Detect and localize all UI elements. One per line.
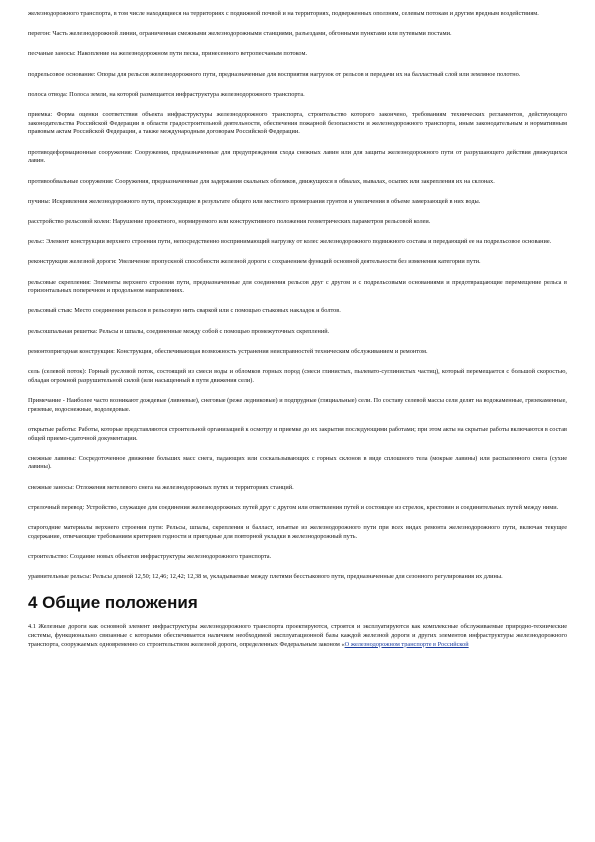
definition-text: Опоры для рельсов железнодорожного пути, предназначенные для восприятия нагрузок от рельсов и передачи их на балластный слой или земляное полотно. <box>95 70 521 78</box>
definition-term: реконструкция железной дороги: <box>28 258 117 266</box>
definition-term: песчаные заносы: <box>28 50 76 58</box>
definition-paragraph <box>28 553 567 562</box>
final-paragraph <box>28 623 567 649</box>
definition-text: Рельсы и шпалы, соединенные между собой с помощью промежуточных скреплений. <box>97 327 330 335</box>
definition-term: стрелочный перевод: <box>28 503 85 511</box>
final-paragraph-text: 4.1 Железные дороги как основной элемент инфраструктуры железнодорожного транспорта проектируются, строятся и эксплуатируются как комплексные обслуживаемые природно-технические системы, функционально связанные с которыми обеспечивается наличием необходимой эксплуатационной базы каждой железной дороги и других элементов инфраструктуры железнодорожного транспорта, сооружаемых одновременно со строительством железной дороги, определенных Федеральным законом « <box>28 623 567 648</box>
definition-paragraph <box>28 71 567 80</box>
definition-paragraph <box>28 178 567 187</box>
definition-text: Место соединения рельсов в рельсовую нить сваркой или с помощью стыковых накладок и болтов. <box>72 307 341 315</box>
definition-paragraph <box>28 573 567 582</box>
definition-paragraph <box>28 50 567 59</box>
definition-paragraph <box>28 149 567 166</box>
definition-text: Часть железнодорожной линии, ограниченная смежными железнодорожными станциями, разъездами, обгонными пунктами или путевыми постами. <box>50 30 452 38</box>
definition-term: сель (селевой поток): <box>28 368 87 376</box>
definition-term: приемка: <box>28 111 53 119</box>
definition-term: рельсошпальная решетка: <box>28 327 98 335</box>
definition-paragraph <box>28 484 567 493</box>
definition-paragraph <box>28 218 567 227</box>
definition-term: рельсовый стык: <box>28 307 73 315</box>
definition-term: противодеформационные сооружения: <box>28 148 133 156</box>
definition-term: старогодние материалы верхнего строения пути: <box>28 524 164 532</box>
definition-text: Устройство, служащее для соединения железнодорожных путей друг с другом или ответвления путей и состоящее из стрелок, крестовин и соединительных путей между ними. <box>84 503 559 511</box>
definition-paragraph <box>28 30 567 39</box>
definition-paragraph <box>28 111 567 137</box>
definition-text: Сооружения, предназначенные для задержания скальных обломков, движущихся в обвалах, вывалах, осыпях или закрепления их на склонах. <box>113 177 495 185</box>
definition-term: снежные лавины: <box>28 454 76 462</box>
definition-term: снежные заносы: <box>28 483 75 491</box>
definition-paragraph <box>28 258 567 267</box>
definition-term: подрельсовое основание: <box>28 70 96 78</box>
definition-paragraph <box>28 91 567 100</box>
definition-term: полоса отвода: <box>28 90 68 98</box>
definition-text: Элементы верхнего строения пути, предназначенные для соединения рельсов друг с другом и с подрельсовыми основаниями и предотвращающие перемещение рельса в горизонтальных поперечном и продольном направлениях. <box>28 278 567 295</box>
federal-law-link[interactable]: О железнодорожном транспорте в Российской <box>344 640 469 648</box>
definition-paragraph <box>28 279 567 296</box>
definitions-list <box>28 10 567 582</box>
definition-term: пучины: <box>28 197 51 205</box>
definition-paragraph <box>28 397 567 414</box>
definition-text: Элемент конструкции верхнего строения пути, непосредственно воспринимающий нагрузку от колес железнодорожного подвижного состава и передающий ее на подрельсовое основание. <box>44 238 552 246</box>
definition-term: открытые работы: <box>28 425 77 433</box>
definition-term: рельсовые скрепления: <box>28 278 91 286</box>
definition-text: Работы, которые представляются строительной организацией к осмотру и приемке до их закрытия последующими работами; при этом акты на скрытые работы включаются в состав общей приемо-сдаточной документации. <box>28 425 567 442</box>
definition-text: Форма оценки соответствия объекта инфраструктуры железнодорожного транспорта, строительство которого закончено, требованиям технических регламентов, действующего законодательства Российской Федерации в области градостроительной деятельности, обеспечения пожарной безопасности и железнодорожного транспорта, иным законодательным и нормативным правовым актам Российской Федерации, а также международным договорам Российской Федерации. <box>28 111 567 136</box>
definition-paragraph <box>28 455 567 472</box>
definition-paragraph <box>28 368 567 385</box>
definition-text: Полоса земли, на которой размещается инфраструктура железнодорожного транспорта. <box>67 90 305 98</box>
definition-term: противообвальные сооружения: <box>28 177 114 185</box>
definition-paragraph <box>28 307 567 316</box>
definition-text: Рельсы, шпалы, скрепления и балласт, изъятые из железнодорожного пути при всех видах ремонта железнодорожного пути, включая текущее содержание, отвечающие требованиям критериев годности и пригодные для повторной укладки в железнодорожный путь. <box>28 524 568 540</box>
definition-text: Создание новых объектов инфраструктуры железнодорожного транспорта. <box>68 553 272 560</box>
definition-text: Сооружения, предназначенные для предупреждения схода снежных лавин или для защиты железнодорожного пути от разрушающего действия движущихся лавин. <box>28 148 567 165</box>
definition-text: Накопление на железнодорожном пути песка, принесенного ветропесчаным потоком. <box>75 50 308 58</box>
definition-term: ремонтопригодная конструкция: <box>28 347 115 355</box>
definition-term: рельс: <box>28 238 45 246</box>
definition-text: Сосредоточенное движение больших масс снега, падающих или соскальзывающих с горных склонов в виде сплошного тела (мокрые лавины) или распыленного снега (сухие лавины). <box>28 454 567 471</box>
definition-term: строительство: <box>28 553 69 560</box>
definition-term: перегон: <box>28 30 51 38</box>
section-title: 4 Общие положения <box>28 593 198 613</box>
definition-text: железнодорожного транспорта, в том числе находящиеся на территориях с подвижной почвой и на территориях, подверженных оползням, селевым потокам и другим вредным воздействиям. <box>28 10 539 17</box>
definition-text: Конструкция, обеспечивающая возможность устранения неисправностей техническим обслуживанием и ремонтом. <box>114 347 428 355</box>
definition-paragraph <box>28 10 567 19</box>
definition-text: Горный русловой поток, состоящий из смеси воды и обломков горных пород (смеси глинистых, пылевато-суглинистых частиц), который перемещается с большой скоростью, обладая огромной разрушительной силой (или насыщенный в пути движения сели). <box>28 368 567 384</box>
definition-paragraph <box>28 426 567 443</box>
definition-paragraph <box>28 348 567 357</box>
definition-text: Искривления железнодорожного пути, происходящие в результате общего или местного промерзания грунтов и увеличения в объеме замерзающей в них воды. <box>50 197 481 205</box>
definition-paragraph <box>28 524 567 541</box>
definition-paragraph <box>28 238 567 247</box>
definition-paragraph <box>28 198 567 207</box>
definition-term: Примечание <box>28 396 62 404</box>
definition-paragraph <box>28 504 567 513</box>
definition-text: - Наиболее часто возникают дождевые (ливневые), снеговые (реже ледниковые) и подпрудные (гляциальные) сели. По составу селевой массы сели делят на водокаменные, грязекаменные, грязевые, водоснежные, водоледовые. <box>28 396 567 413</box>
definition-term: уравнительные рельсы: <box>28 573 92 581</box>
definition-text: Увеличение пропускной способности железной дороги с сохранением функций основной деятельности без изменения категории пути. <box>116 258 481 266</box>
definition-text: Нарушение проектного, нормируемого или конструктивного положения геометрических параметров рельсовой колеи. <box>111 217 431 225</box>
definition-paragraph <box>28 328 567 337</box>
definition-text: Отложения метелевого снега на железнодорожных путях и территориях станций. <box>74 483 294 491</box>
definition-term: расстройство рельсовой колеи: <box>28 217 112 225</box>
definition-text: Рельсы длиной 12,50; 12,46; 12,42; 12,38 м, укладываемые между плетями бесстыкового пути, предназначенные для сезонного регулирования их длины. <box>91 573 503 581</box>
